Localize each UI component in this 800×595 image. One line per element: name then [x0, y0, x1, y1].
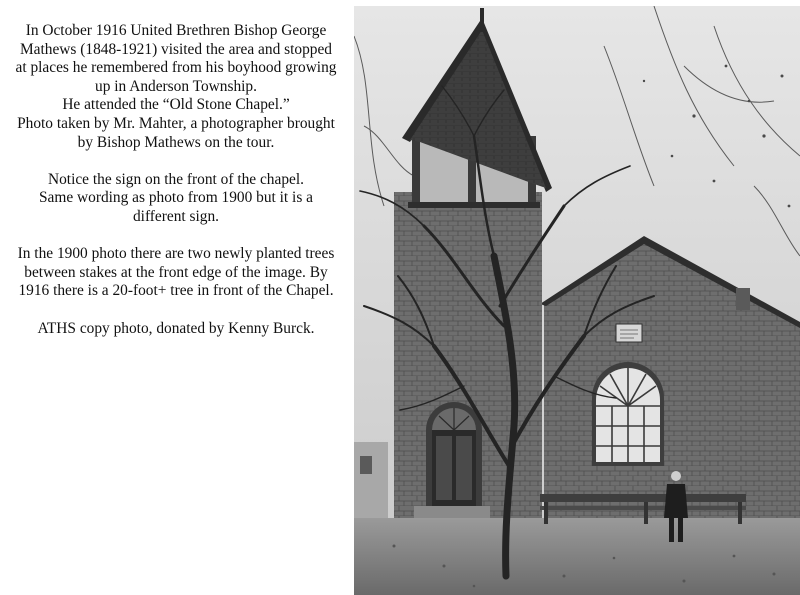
chimney: [736, 288, 750, 310]
side-building: [354, 442, 388, 526]
arched-window: [592, 362, 664, 466]
belfry-rail: [408, 202, 540, 208]
caption-line: Photo taken by Mr. Mahter, a photographer brought: [17, 114, 335, 132]
door-step: [414, 506, 490, 518]
caption-paragraph-2: [0, 171, 352, 227]
caption-line: ATHS copy photo, donated by Kenny Burck.: [37, 319, 315, 337]
caption-line: Notice the sign on the front of the chapel.: [47, 170, 304, 188]
chapel-photo-illustration: [354, 6, 800, 595]
caption-line: different sign.: [132, 207, 220, 225]
caption-line: by Bishop Mathews on the tour.: [77, 133, 275, 151]
stone-chapel-photo: [354, 6, 800, 595]
caption-line: 1916 there is a 20-foot+ tree in front of the Chapel.: [18, 282, 334, 300]
caption-paragraph-4: [0, 320, 352, 339]
steeple-finial: [480, 8, 484, 32]
caption-text-block: [0, 22, 352, 357]
caption-line: In October 1916 United Brethren Bishop George: [25, 22, 327, 39]
caption-line: Same wording as photo from 1900 but it is a: [38, 189, 313, 207]
caption-paragraph-3: [0, 245, 352, 301]
caption-paragraph-1: [0, 22, 352, 152]
caption-line: between stakes at the front edge of the image. By: [24, 263, 328, 281]
caption-line: at places he remembered from his boyhood growing: [15, 59, 337, 77]
caption-line: Mathews (1848-1921) visited the area and stopped: [19, 40, 332, 58]
caption-line: He attended the “Old Stone Chapel.”: [62, 96, 290, 114]
caption-line: up in Anderson Township.: [95, 77, 257, 95]
tower-door: [432, 408, 476, 506]
caption-line: In the 1900 photo there are two newly planted trees: [17, 245, 335, 263]
chapel-sign: [616, 324, 642, 342]
